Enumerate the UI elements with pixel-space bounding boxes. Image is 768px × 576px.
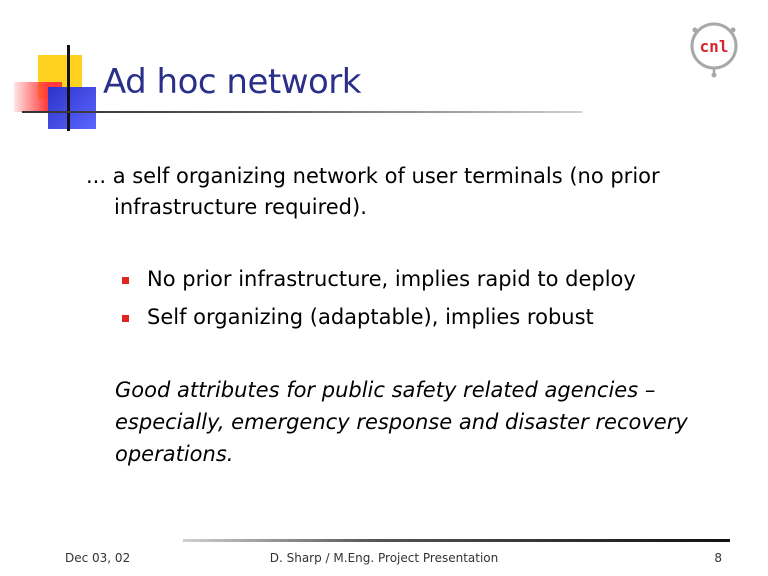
slide-title: Ad hoc network — [103, 62, 361, 102]
bullet-square-icon — [122, 277, 129, 284]
bullet-text: No prior infrastructure, implies rapid to deploy — [147, 267, 636, 291]
cnl-logo-icon — [688, 21, 740, 79]
intro-paragraph — [86, 161, 736, 223]
intro-text: ... a self organizing network of user terminals (no prior infrastructure required). — [86, 164, 660, 219]
footer-title: D. Sharp / M.Eng. Project Presentation — [269, 551, 499, 565]
footer-date: Dec 03, 02 — [65, 551, 131, 565]
bullet-square-icon — [122, 315, 129, 322]
bullet-list — [122, 264, 636, 340]
page-number: 8 — [714, 551, 722, 565]
bullet-item — [122, 264, 636, 302]
closing-note: Good attributes for public safety related agencies – especially, emergency response and disaster recovery operations. — [115, 378, 688, 466]
bullet-item — [122, 302, 636, 340]
footer-divider — [183, 539, 730, 542]
logo-text: cnl — [699, 37, 729, 56]
title-underline — [22, 111, 582, 113]
decor-blue-square — [48, 87, 96, 129]
bullet-text: Self organizing (adaptable), implies robust — [147, 305, 594, 329]
decor-vertical-line — [67, 45, 70, 131]
